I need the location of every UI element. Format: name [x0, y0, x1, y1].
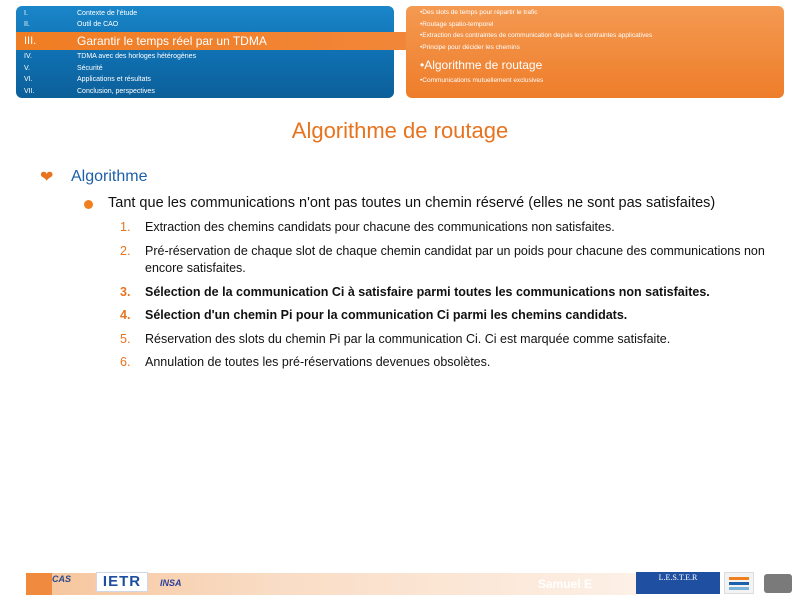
nav-section-label: Garantir le temps réel par un TDMA [77, 34, 267, 48]
nav-subsection-5-current[interactable]: •Algorithme de routage [420, 58, 543, 72]
step-text: Sélection de la communication Ci à satisfaire parmi toutes les communications non satisfaites. [145, 284, 710, 299]
algorithm-steps-list [108, 219, 768, 378]
nav-subsection-6[interactable]: •Communications mutuellement exclusives [420, 77, 544, 84]
round-bullet-icon [84, 200, 93, 209]
lester-logo [636, 572, 720, 594]
nav-subsection-3[interactable]: •Extraction des contraintes de communication depuis les contraintes applicatives [420, 32, 653, 39]
nav-section-number: IV. [24, 53, 32, 60]
nav-section-6[interactable] [16, 74, 394, 85]
nav-section-number: I. [24, 10, 28, 17]
nav-section-4[interactable] [16, 51, 394, 62]
step-text: Pré-réservation de chaque slot de chaque chemin candidat par un poids pour chacune des communications non encore satisfaites. [145, 243, 765, 275]
step-number: 5. [120, 331, 131, 346]
subsection-nav-panel [406, 6, 784, 98]
section-nav-panel [16, 6, 394, 98]
nav-subsection-1[interactable]: •Des slots de temps pour répartir le trafic [420, 9, 538, 16]
nav-subsection-2[interactable]: •Routage spatio-temporel [420, 21, 494, 28]
nav-section-5[interactable] [16, 63, 394, 74]
nav-section-number: V. [24, 65, 30, 72]
nav-section-number: VII. [24, 88, 35, 95]
algorithm-step [108, 284, 768, 302]
algorithm-step [108, 243, 768, 278]
nav-section-number: II. [24, 21, 30, 28]
algorithm-step [108, 331, 768, 349]
insa-logo [160, 573, 196, 593]
nav-section-label: Sécurité [77, 65, 103, 72]
lester-logo-text: L.E.S.T.E.R [658, 573, 698, 582]
step-number: 3. [120, 284, 131, 299]
nav-section-label: Applications et résultats [77, 76, 151, 83]
nav-section-label: Contexte de l'étude [77, 10, 138, 17]
algorithm-step [108, 307, 768, 325]
heart-bullet-icon: ❤ [40, 169, 54, 186]
nav-section-label: Conclusion, perspectives [77, 88, 155, 95]
nav-section-number: III. [24, 35, 37, 47]
footer-accent-square [26, 573, 52, 595]
step-text: Annulation de toutes les pré-réservations devenues obsolètes. [145, 355, 491, 369]
nav-section-number: VI. [24, 76, 33, 83]
footer-author: Samuel E [538, 577, 593, 591]
university-logo-icon [725, 573, 753, 593]
cas-logo [52, 574, 94, 594]
slide-title: Algorithme de routage [291, 118, 509, 143]
nav-section-label: TDMA avec des horloges hétérogènes [77, 53, 197, 60]
level2-label: Tant que les communications n'ont pas toutes un chemin réservé (elles ne sont pas satisfaites) [108, 195, 716, 211]
nav-subsection-4[interactable]: •Principe pour décider les chemins [420, 44, 520, 51]
cas-logo-text: CAS [52, 574, 72, 584]
step-text: Extraction des chemins candidats pour chacune des communications non satisfaites. [145, 220, 615, 234]
university-logo [724, 572, 754, 594]
page-number-box[interactable] [764, 574, 792, 593]
algorithm-step [108, 354, 768, 372]
step-text: Sélection d'un chemin Pi pour la communication Ci parmi les chemins candidats. [145, 308, 628, 322]
step-number: 4. [120, 308, 131, 322]
insa-logo-text: INSA [160, 578, 182, 588]
ietr-logo-text: IETR [102, 573, 142, 590]
nav-section-3-active[interactable] [16, 32, 428, 50]
step-number: 6. [120, 355, 131, 369]
nav-section-2[interactable] [16, 19, 394, 30]
step-number: 2. [120, 243, 131, 258]
nav-section-7[interactable] [16, 86, 394, 97]
step-number: 1. [120, 220, 131, 234]
algorithm-step [108, 219, 768, 237]
step-text: Réservation des slots du chemin Pi par la communication Ci. Ci est marquée comme satisfaite. [145, 331, 671, 346]
ietr-logo [96, 572, 148, 592]
nav-section-1[interactable] [16, 8, 394, 19]
level1-label: Algorithme [71, 168, 148, 185]
nav-section-label: Outil de CAO [77, 21, 119, 28]
